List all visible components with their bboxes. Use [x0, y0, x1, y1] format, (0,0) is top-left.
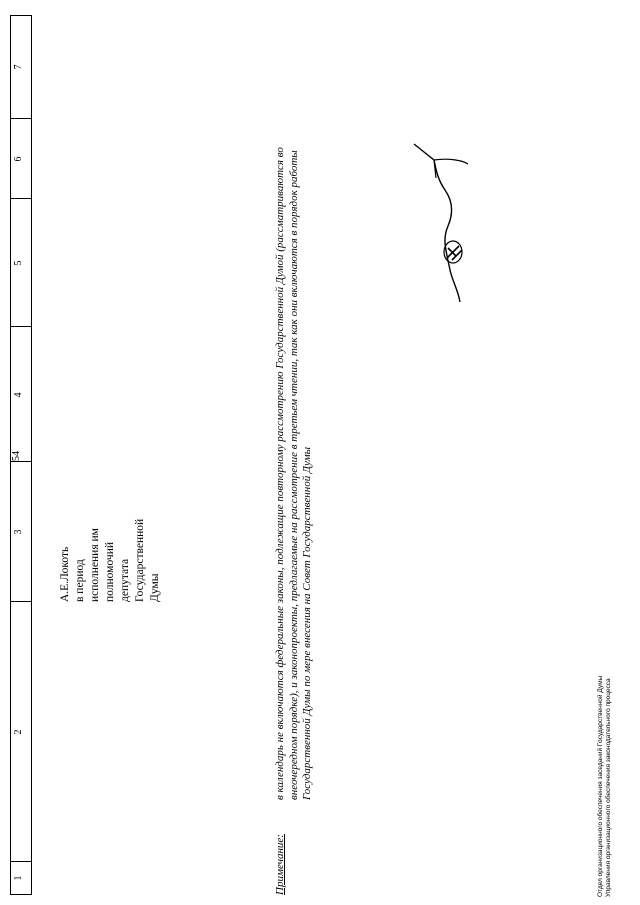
column-number-5: 5 [13, 260, 24, 266]
note-line: в календарь не включаются федеральные законы, подлежащие повторному рассмотрению Государственной Думой (рассматриваются во [274, 147, 286, 800]
cell-line: А.Е.Локоть [59, 546, 71, 602]
table-cell-col3 [58, 482, 163, 602]
cell-line: в период [74, 559, 86, 602]
footer [597, 676, 613, 897]
table-left-border [10, 894, 31, 895]
column-divider [10, 861, 31, 862]
footer-line: Отдел организационного обеспечения заседаний Государственной Думы [597, 675, 604, 897]
note-label: Примечание: [274, 834, 286, 895]
table-top-border [10, 15, 11, 895]
note-line: внеочередном порядке), и законопроекты, предлагаемые на рассмотрение в третьем чтении, так как они включаются в порядок работы [287, 150, 300, 800]
table-right-border [10, 15, 31, 16]
column-divider [10, 198, 31, 199]
signature-stroke [434, 159, 468, 178]
column-divider [10, 326, 31, 327]
cell-line: Думы [149, 573, 161, 602]
column-number-6: 6 [13, 156, 24, 162]
note-text [274, 60, 315, 800]
column-number-1: 1 [13, 875, 24, 881]
cell-line: депутата [119, 558, 131, 602]
page-number: 54 [11, 451, 22, 461]
footer-line: Управления организационного обеспечения законодательного процесса [605, 678, 612, 897]
column-number-2: 2 [13, 729, 24, 735]
column-number-3: 3 [13, 529, 24, 535]
cell-line: исполнения им [89, 528, 101, 602]
column-number-7: 7 [13, 64, 24, 70]
signature-scribble [447, 246, 462, 260]
signature-stroke [414, 144, 460, 302]
column-divider [10, 601, 31, 602]
signature-image [390, 140, 490, 310]
table-header-border [31, 15, 32, 895]
cell-line: Государственной [134, 518, 146, 602]
column-divider [10, 118, 31, 119]
column-divider [10, 461, 31, 462]
column-number-4: 4 [13, 392, 24, 398]
cell-line: полномочий [104, 542, 116, 602]
note-line: Государственной Думы по мере внесения на Совет Государственной Думы [301, 446, 313, 800]
